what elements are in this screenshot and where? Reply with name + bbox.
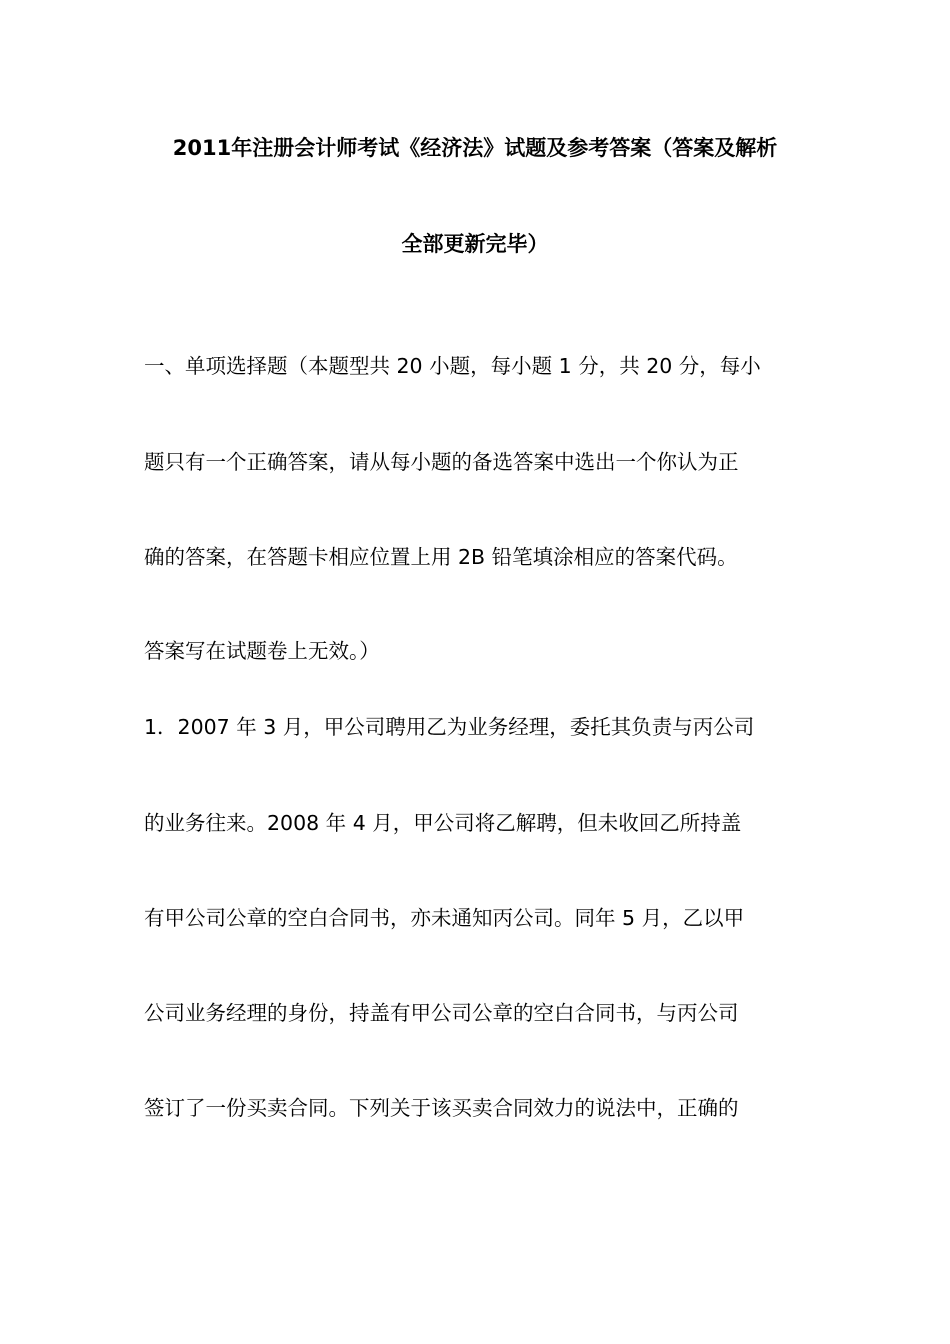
question-1-line-2: 的业务往来。2008 年 4 月，甲公司将乙解聘，但未收回乙所持盖	[144, 811, 742, 835]
section-instructions-line-2: 题只有一个正确答案，请从每小题的备选答案中选出一个你认为正	[144, 450, 739, 474]
question-1-line-1: 1．2007 年 3 月，甲公司聘用乙为业务经理，委托其负责与丙公司	[144, 715, 755, 739]
question-1-line-5: 签订了一份买卖合同。下列关于该买卖合同效力的说法中，正确的	[144, 1096, 739, 1120]
section-instructions-line-1: 一、单项选择题（本题型共 20 小题，每小题 1 分，共 20 分，每小	[144, 354, 761, 378]
section-instructions-line-4: 答案写在试题卷上无效。）	[144, 639, 380, 663]
document-title-line-1: 2011年注册会计师考试《经济法》试题及参考答案（答案及解析	[172, 136, 778, 160]
question-1-line-4: 公司业务经理的身份，持盖有甲公司公章的空白合同书，与丙公司	[144, 1001, 739, 1025]
document-title-line-2: 全部更新完毕）	[401, 232, 549, 256]
question-1-line-3: 有甲公司公章的空白合同书，亦未通知丙公司。同年 5 月，乙以甲	[144, 906, 745, 930]
section-instructions-line-3: 确的答案，在答题卡相应位置上用 2B 铅笔填涂相应的答案代码。	[144, 545, 738, 569]
